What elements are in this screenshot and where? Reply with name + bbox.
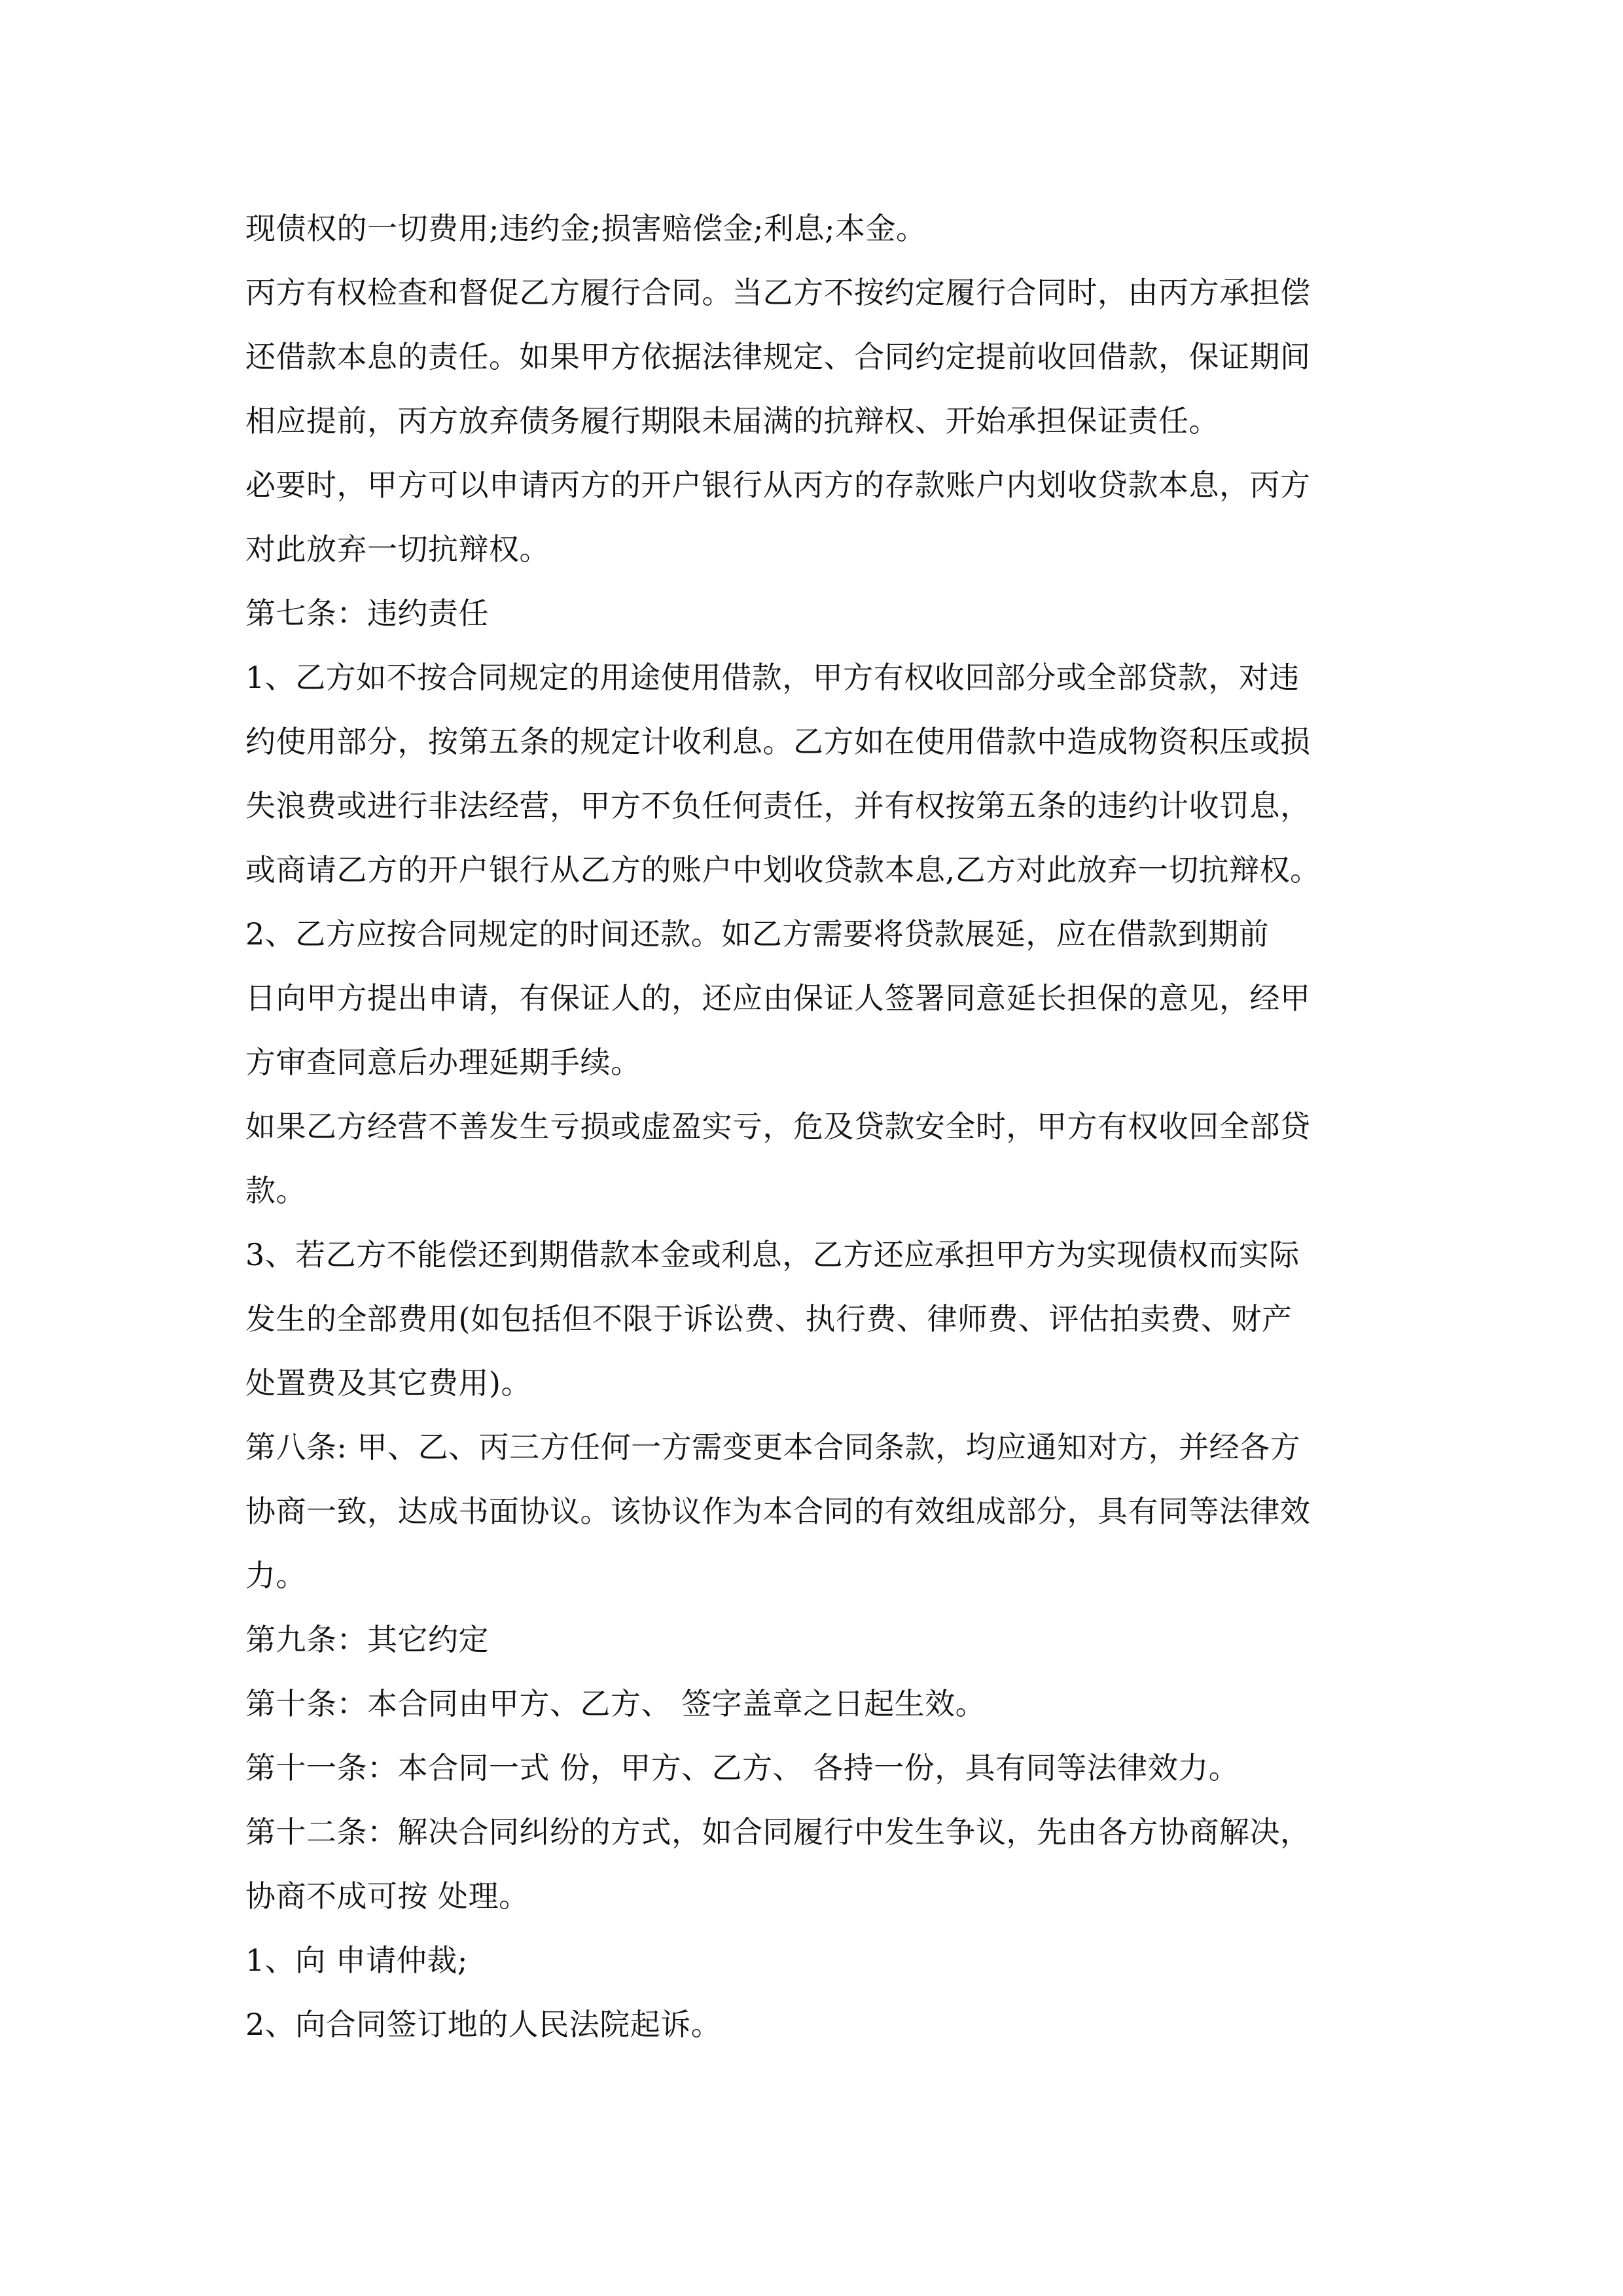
text-line: 处置费及其它费用)。 (245, 1365, 531, 1401)
text-line: 款。 (245, 1173, 306, 1208)
article-heading: 第十条：本合同由甲方、乙方、 签字盖章之日起生效。 (245, 1686, 986, 1721)
text-line: 约使用部分，按第五条的规定计收利息。乙方如在使用借款中造成物资积压或损 (245, 724, 1311, 759)
text-line: 3、若乙方不能偿还到期借款本金或利息，乙方还应承担甲方为实现债权而实际 (245, 1237, 1300, 1272)
text-line: 或商请乙方的开户银行从乙方的账户中划收贷款本息,乙方对此放弃一切抗辩权。 (245, 852, 1321, 888)
document-body (245, 196, 1384, 2056)
text-line: 还借款本息的责任。如果甲方依据法律规定、合同约定提前收回借款，保证期间 (245, 339, 1311, 374)
text-line: 失浪费或进行非法经营，甲方不负任何责任，并有权按第五条的违约计收罚息， (245, 788, 1311, 823)
text-line: 1、向 申请仲裁; (245, 1943, 468, 1978)
text-line: 现债权的一切费用;违约金;损害赔偿金;利息;本金。 (245, 211, 927, 246)
text-line: 相应提前，丙方放弃债务履行期限未届满的抗辩权、开始承担保证责任。 (245, 403, 1219, 439)
text-line: 如果乙方经营不善发生亏损或虚盈实亏，危及贷款安全时，甲方有权收回全部贷 (245, 1109, 1311, 1144)
text-line: 丙方有权检查和督促乙方履行合同。当乙方不按约定履行合同时，由丙方承担偿 (245, 275, 1311, 310)
text-line: 协商不成可按 处理。 (245, 1878, 529, 1914)
article-heading: 第十一条：本合同一式 份，甲方、乙方、 各持一份，具有同等法律效力。 (245, 1750, 1240, 1785)
article-heading: 第八条: 甲、乙、丙三方任何一方需变更本合同条款，均应通知对方，并经各方 (245, 1429, 1301, 1465)
text-line: 力。 (245, 1558, 306, 1593)
text-line: 2、乙方应按合同规定的时间还款。如乙方需要将贷款展延，应在借款到期前 (245, 916, 1270, 952)
text-line: 发生的全部费用(如包括但不限于诉讼费、执行费、律师费、评估拍卖费、财产 (245, 1301, 1293, 1336)
text-line: 1、乙方如不按合同规定的用途使用借款，甲方有权收回部分或全部贷款，对违 (245, 660, 1300, 695)
text-line: 日向甲方提出申请，有保证人的，还应由保证人签署同意延长担保的意见，经甲 (245, 980, 1311, 1016)
article-heading: 第九条：其它约定 (245, 1622, 489, 1657)
article-heading: 第七条：违约责任 (245, 596, 489, 631)
text-line: 必要时，甲方可以申请丙方的开户银行从丙方的存款账户内划收贷款本息，丙方 (245, 467, 1311, 503)
text-line: 对此放弃一切抗辩权。 (245, 531, 550, 567)
text-line: 2、向合同签订地的人民法院起诉。 (245, 2007, 722, 2042)
article-heading: 第十二条：解决合同纠纷的方式，如合同履行中发生争议，先由各方协商解决， (245, 1814, 1311, 1850)
text-line: 协商一致，达成书面协议。该协议作为本合同的有效组成部分，具有同等法律效 (245, 1494, 1311, 1529)
text-line: 方审查同意后办理延期手续。 (245, 1045, 641, 1080)
